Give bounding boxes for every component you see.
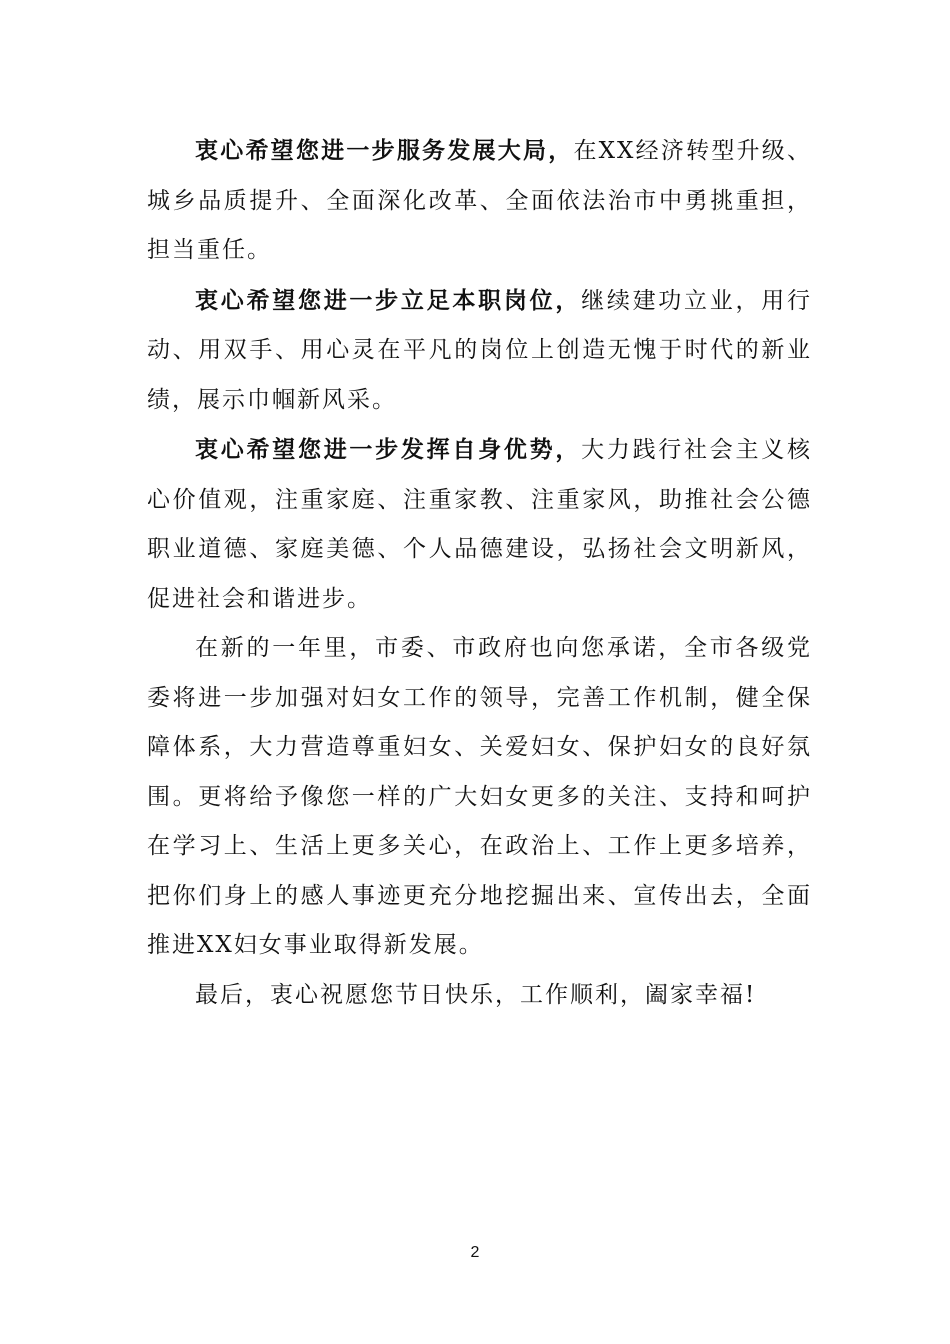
document-body (147, 126, 812, 1020)
paragraph-own-advantage (147, 425, 812, 624)
paragraph-lead: 衷心希望您进一步立足本职岗位， (195, 286, 582, 314)
paragraph-text: 最后，衷心祝愿您节日快乐，工作顺利，阖家幸福! (195, 981, 757, 1008)
paragraph-post-duty (147, 276, 812, 426)
paragraph-text: 在新的一年里，市委、市政府也向您承诺，全市各级党委将进一步加强对妇女工作的领导，完善工作机制，健全保障体系，大力营造尊重妇女、关爱妇女、保护妇女的良好氛围。更将给予像您一样的广大妇女更多的关注、支持和呵护在学习上、生活上更多关心，在政治上、工作上更多培养，把你们身上的感人事迹更充分地挖掘出来、宣传出去，全面推进XX妇女事业取得新发展。 (147, 635, 812, 958)
paragraph-commitment (147, 624, 812, 971)
paragraph-text: 大力践行社会主义核心价值观，注重家庭、注重家教、注重家风，助推社会公德职业道德、家庭美德、个人品德建设，弘扬社会文明新风，促进社会和谐进步。 (147, 437, 813, 612)
paragraph-text: 在XX经济转型升级、城乡品质提升、全面深化改革、全面依法治市中勇挑重担，担当重任。 (147, 138, 813, 263)
paragraph-lead: 衷心希望您进一步发挥自身优势， (195, 436, 582, 463)
page-number: 2 (470, 1244, 480, 1261)
paragraph-closing-wishes (147, 971, 812, 1021)
paragraph-service-overall (147, 126, 812, 276)
paragraph-lead: 衷心希望您进一步服务发展大局， (195, 137, 574, 164)
paragraph-text: 继续建功立业，用行动、用双手、用心灵在平凡的岗位上创造无愧于时代的新业绩，展示巾帼新风采。 (147, 287, 813, 413)
